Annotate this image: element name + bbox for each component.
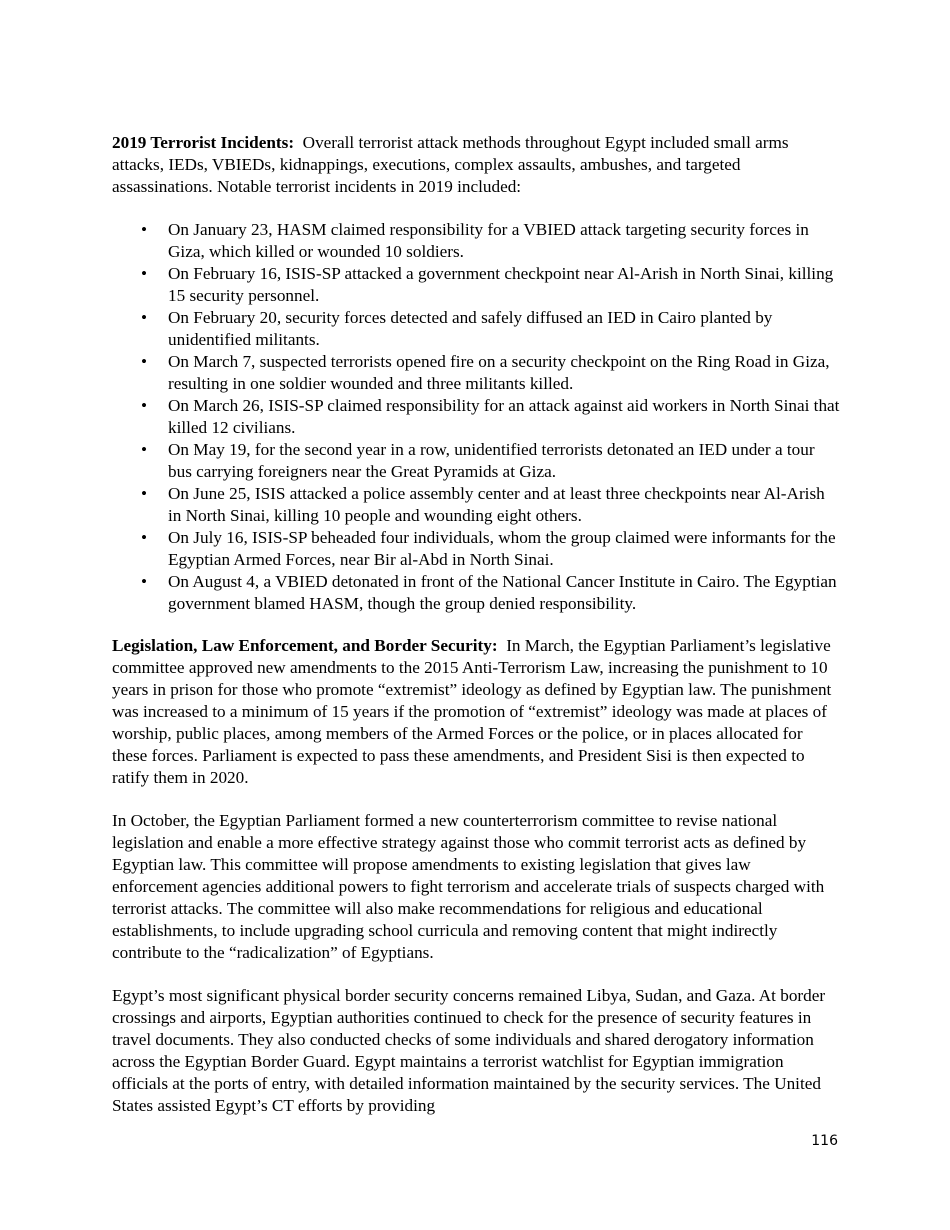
list-item-text: On March 26, ISIS-SP claimed responsibility for an attack against aid workers in North Sinai that killed 12 civilians. [168,396,840,437]
list-item [112,351,840,395]
list-item-text: On July 16, ISIS-SP beheaded four individuals, whom the group claimed were informants for the Egyptian Armed Forces, near Bir al-Abd in North Sinai. [168,528,836,569]
incidents-intro-text: Overall terrorist attack methods throughout Egypt included small arms attacks, IEDs, VBIEDs, kidnappings, executions, complex assaults, ambushes, and targeted assassinations. Notable terrorist incidents in 2019 included: [112,133,789,196]
bullet-icon: • [141,484,148,503]
bullet-icon: • [141,352,148,371]
legislation-paragraph [112,635,840,789]
list-item [112,307,840,351]
legislation-heading: Legislation, Law Enforcement, and Border Security: [112,636,498,655]
bullet-icon: • [141,220,148,239]
document-page [112,132,840,1138]
bullet-icon: • [141,572,148,591]
list-item [112,219,840,263]
bullet-icon: • [141,396,148,415]
list-item-text: On February 20, security forces detected and safely diffused an IED in Cairo planted by unidentified militants. [168,308,773,349]
list-item-text: On January 23, HASM claimed responsibility for a VBIED attack targeting security forces in Giza, which killed or wounded 10 soldiers. [168,220,809,261]
border-security-paragraph: Egypt’s most significant physical border security concerns remained Libya, Sudan, and Gaza. At border crossings and airports, Egyptian authorities continued to check for the presence of security features in travel documents. They also conducted checks of some individuals and shared derogatory information across the Egyptian Border Guard. Egypt maintains a terrorist watchlist for Egyptian immigration officials at the ports of entry, with detailed information maintained by the security services. The United States assisted Egypt’s CT efforts by providing [112,986,826,1115]
list-item [112,439,840,483]
list-item-text: On May 19, for the second year in a row, unidentified terrorists detonated an IED under a tour bus carrying foreigners near the Great Pyramids at Giza. [168,440,815,481]
committee-paragraph: In October, the Egyptian Parliament formed a new counterterrorism committee to revise national legislation and enable a more effective strategy against those who commit terrorist acts as defined by Egyptian law. This committee will propose amendments to existing legislation that gives law enforcement agencies additional powers to fight terrorism and accelerate trials of suspects charged with terrorist attacks. The committee will also make recommendations for religious and educational establishments, to include upgrading school curricula and removing content that might indirectly contribute to the “radicalization” of Egyptians. [112,811,825,962]
list-item-text: On June 25, ISIS attacked a police assembly center and at least three checkpoints near Al-Arish in North Sinai, killing 10 people and wounding eight others. [168,484,825,525]
incidents-list [112,219,840,615]
incidents-heading: 2019 Terrorist Incidents: [112,133,295,152]
list-item [112,395,840,439]
bullet-icon: • [141,308,148,327]
list-item-text: On March 7, suspected terrorists opened fire on a security checkpoint on the Ring Road in Giza, resulting in one soldier wounded and three militants killed. [168,352,830,393]
list-item [112,527,840,571]
list-item-text: On August 4, a VBIED detonated in front of the National Cancer Institute in Cairo. The Egyptian government blamed HASM, though the group denied responsibility. [168,572,837,613]
bullet-icon: • [141,440,148,459]
bullet-icon: • [141,264,148,283]
list-item [112,571,840,615]
list-item [112,263,840,307]
bullet-icon: • [141,528,148,547]
incidents-intro-paragraph [112,132,840,198]
legislation-text: In March, the Egyptian Parliament’s legislative committee approved new amendments to the 2015 Anti-Terrorism Law, increasing the punishment to 10 years in prison for those who promote “extremist” ideology as defined by Egyptian law. The punishment was increased to a minimum of 15 years if the promotion of “extremist” ideology was made at places of worship, public places, among members of the Armed Forces or the police, or in places allocated for these forces. Parliament is expected to pass these amendments, and President Sisi is then expected to ratify them in 2020. [112,636,832,787]
page-number: 116 [811,1133,838,1149]
list-item [112,483,840,527]
list-item-text: On February 16, ISIS-SP attacked a government checkpoint near Al-Arish in North Sinai, killing 15 security personnel. [168,264,834,305]
